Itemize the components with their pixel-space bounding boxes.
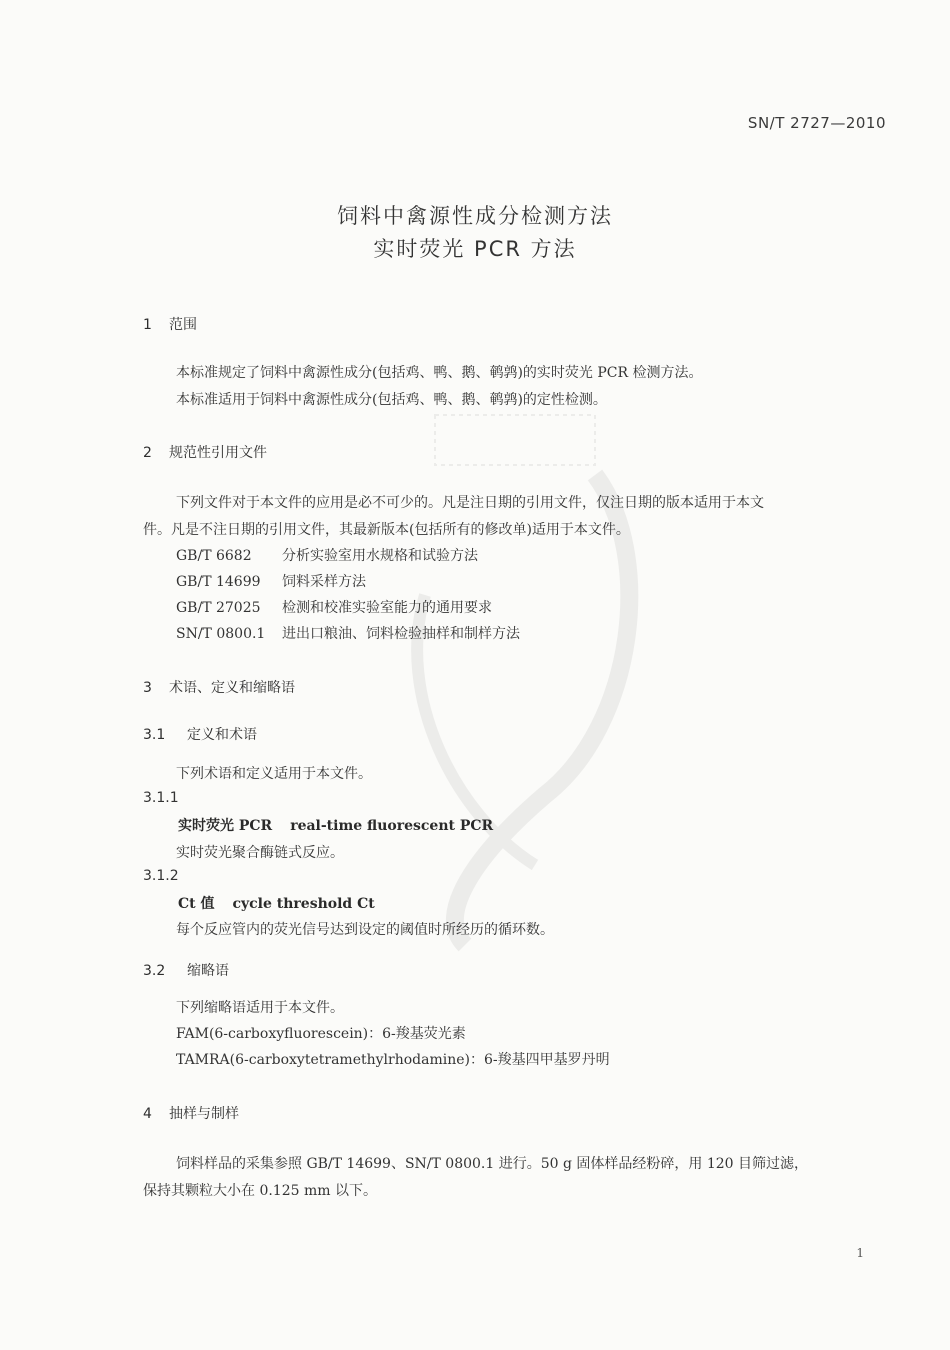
standard-code: SN/T 2727—2010 xyxy=(747,114,886,132)
term-definition: 每个反应管内的荧光信号达到设定的阈值时所经历的循环数。 xyxy=(176,922,554,938)
paragraph: 下列文件对于本文件的应用是必不可少的。凡是注日期的引用文件，仅注日期的版本适用于本文 xyxy=(176,495,764,511)
section-title: 缩略语 xyxy=(187,963,229,979)
paragraph-continued: 保持其颗粒大小在 0.125 mm 以下。 xyxy=(143,1183,377,1199)
reference-item xyxy=(176,545,478,565)
section-title: 规范性引用文件 xyxy=(169,445,267,461)
abbreviation-item: TAMRA(6-carboxytetramethylrhodamine)：6-羧基四甲基罗丹明 xyxy=(176,1052,610,1068)
watermark-logo xyxy=(395,395,655,955)
term-chinese: 实时荧光 PCR xyxy=(178,818,273,834)
clause-number: 3.1.2 xyxy=(143,868,179,884)
reference-title: 进出口粮油、饲料检验抽样和制样方法 xyxy=(282,626,520,642)
section-number: 3.2 xyxy=(143,963,166,979)
section-3-1-heading xyxy=(143,724,257,744)
term-definition: 实时荧光聚合酶链式反应。 xyxy=(176,845,344,861)
term-english: real-time fluorescent PCR xyxy=(290,818,494,834)
reference-code: SN/T 0800.1 xyxy=(176,626,266,642)
page-number: 1 xyxy=(856,1246,864,1260)
section-number: 2 xyxy=(143,445,152,461)
paragraph: 下列术语和定义适用于本文件。 xyxy=(176,766,372,782)
term-chinese: Ct 值 xyxy=(178,896,215,912)
reference-item xyxy=(176,597,492,617)
section-title: 术语、定义和缩略语 xyxy=(169,680,295,696)
reference-code: GB/T 14699 xyxy=(176,574,261,590)
reference-title: 分析实验室用水规格和试验方法 xyxy=(282,548,478,564)
section-1-heading xyxy=(143,314,197,334)
abbreviation-item: FAM(6-carboxyfluorescein)：6-羧基荧光素 xyxy=(176,1026,466,1042)
section-title: 定义和术语 xyxy=(187,727,257,743)
paragraph: 本标准规定了饲料中禽源性成分(包括鸡、鸭、鹅、鹌鹑)的实时荧光 PCR 检测方法。 xyxy=(176,365,703,381)
term-entry xyxy=(178,815,493,835)
reference-item xyxy=(176,571,366,591)
paragraph: 本标准适用于饲料中禽源性成分(包括鸡、鸭、鹅、鹌鹑)的定性检测。 xyxy=(176,392,607,408)
paragraph-continued: 件。凡是不注日期的引用文件，其最新版本(包括所有的修改单)适用于本文件。 xyxy=(143,522,630,538)
section-3-heading xyxy=(143,677,295,697)
section-number: 3.1 xyxy=(143,727,166,743)
document-title: 饲料中禽源性成分检测方法 xyxy=(337,204,613,228)
reference-title: 饲料采样方法 xyxy=(282,574,366,590)
clause-number: 3.1.1 xyxy=(143,790,179,806)
reference-code: GB/T 6682 xyxy=(176,548,252,564)
section-number: 4 xyxy=(143,1106,152,1122)
section-2-heading xyxy=(143,442,267,462)
reference-item xyxy=(176,623,520,643)
paragraph: 饲料样品的采集参照 GB/T 14699、SN/T 0800.1 进行。50 g 固体样品经粉碎，用 120 目筛过滤， xyxy=(176,1156,809,1172)
term-entry xyxy=(178,893,375,913)
section-number: 3 xyxy=(143,680,152,696)
section-title: 抽样与制样 xyxy=(169,1106,239,1122)
term-english: cycle threshold Ct xyxy=(232,896,375,912)
reference-title: 检测和校准实验室能力的通用要求 xyxy=(282,600,492,616)
paragraph: 下列缩略语适用于本文件。 xyxy=(176,1000,344,1016)
section-title: 范围 xyxy=(169,317,197,333)
section-4-heading xyxy=(143,1103,239,1123)
section-3-2-heading xyxy=(143,960,229,980)
reference-code: GB/T 27025 xyxy=(176,600,261,616)
document-subtitle: 实时荧光 PCR 方法 xyxy=(373,237,577,261)
section-number: 1 xyxy=(143,317,152,333)
